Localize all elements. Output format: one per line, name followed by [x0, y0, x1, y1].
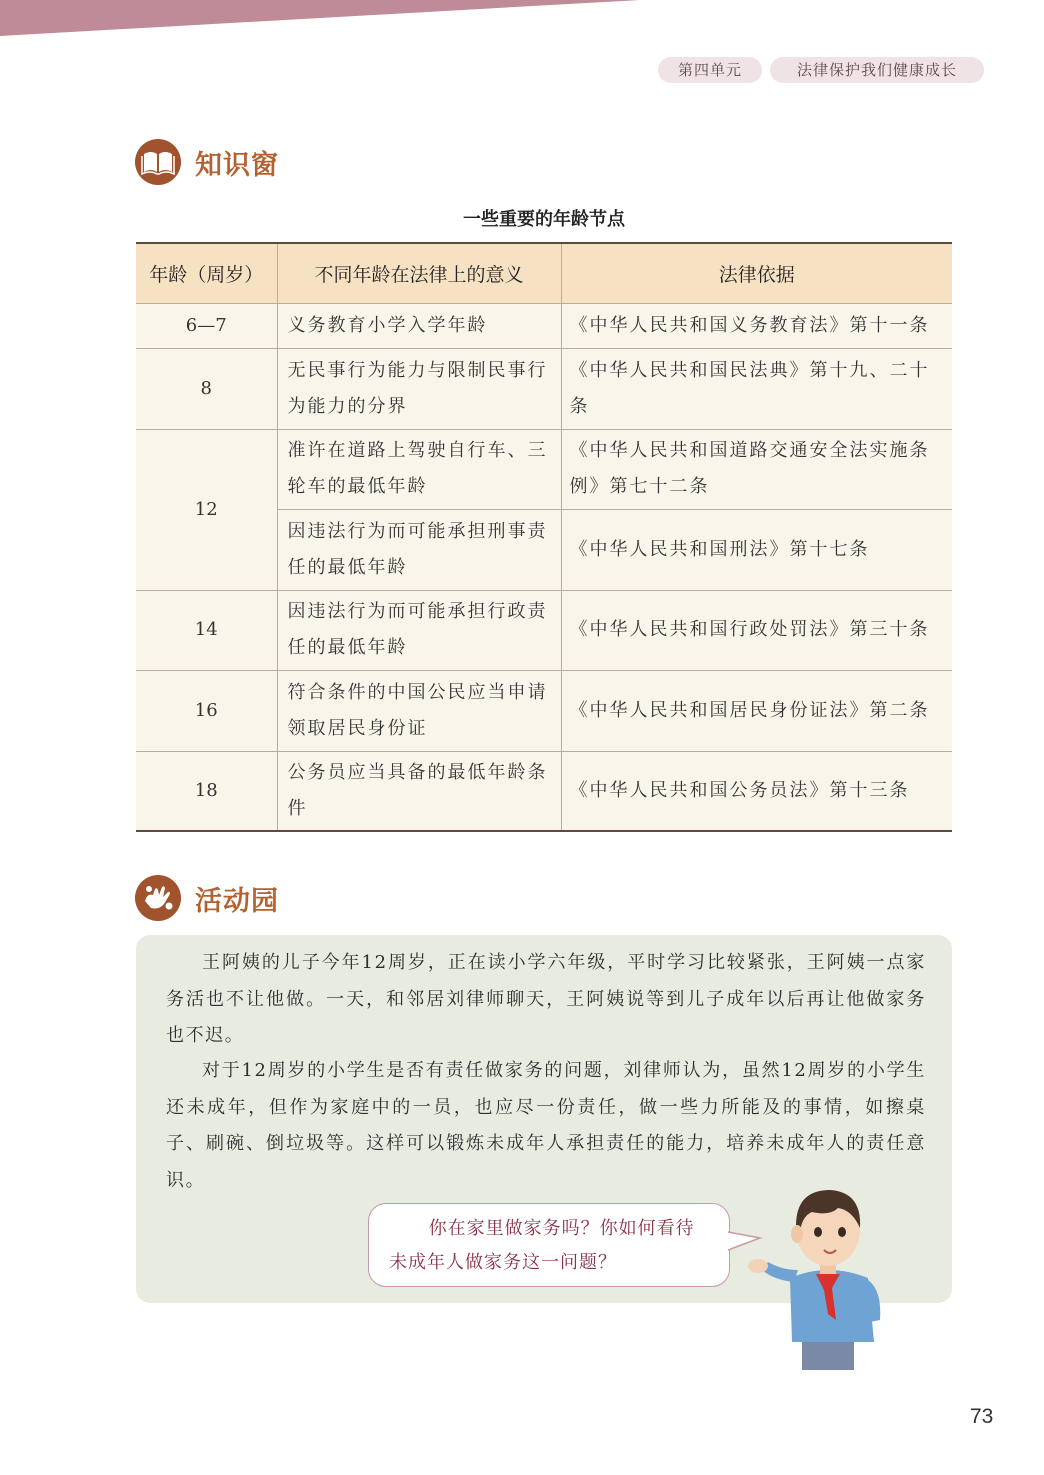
table-row [136, 429, 952, 509]
meaning-cell: 准许在道路上驾驶自行车、三轮车的最低年龄 [277, 429, 561, 509]
book-icon [135, 139, 181, 185]
basis-cell: 《中华人民共和国公务员法》第十三条 [561, 751, 952, 831]
age-cell: 14 [136, 590, 277, 670]
top-decorative-band [0, 0, 1044, 40]
table-row [136, 348, 952, 429]
meaning-cell: 公务员应当具备的最低年龄条件 [277, 751, 561, 831]
column-header-age: 年龄（周岁） [136, 243, 277, 303]
age-cell: 6—7 [136, 303, 277, 348]
activity-section-header [135, 874, 279, 922]
basis-cell: 《中华人民共和国居民身份证法》第二条 [561, 670, 952, 751]
bubble-line-2: 未成年人做家务这一问题？ [389, 1252, 617, 1273]
basis-cell: 《中华人民共和国道路交通安全法实施条例》第七十二条 [561, 429, 952, 509]
age-cell: 8 [136, 348, 277, 429]
age-cell: 12 [136, 429, 277, 590]
basis-cell: 《中华人民共和国民法典》第十九、二十条 [561, 348, 952, 429]
meaning-cell: 因违法行为而可能承担行政责任的最低年龄 [277, 590, 561, 670]
meaning-cell: 符合条件的中国公民应当申请领取居民身份证 [277, 670, 561, 751]
table-row [136, 590, 952, 670]
hands-icon [135, 875, 181, 921]
question-speech-bubble [368, 1203, 730, 1287]
age-cell: 18 [136, 751, 277, 831]
basis-cell: 《中华人民共和国义务教育法》第十一条 [561, 303, 952, 348]
meaning-cell: 因违法行为而可能承担刑事责任的最低年龄 [277, 509, 561, 590]
page-number: 73 [970, 1405, 994, 1428]
basis-cell: 《中华人民共和国刑法》第十七条 [561, 509, 952, 590]
table-row [136, 670, 952, 751]
table-header-row [136, 243, 952, 303]
column-header-meaning: 不同年龄在法律上的意义 [277, 243, 561, 303]
column-header-basis: 法律依据 [561, 243, 952, 303]
table-row [136, 303, 952, 348]
age-cell: 16 [136, 670, 277, 751]
activity-paragraph-2: 对于12周岁的小学生是否有责任做家务的问题，刘律师认为，虽然12周岁的小学生还未成年，但作为家庭中的一员，也应尽一份责任，做一些力所能及的事情，如擦桌子、刷碗、倒垃圾等。这样可以锻炼未成年人承担责任的能力，培养未成年人的责任意识。 [166, 1060, 926, 1191]
bubble-line-1: 你在家里做家务吗？你如何看待 [428, 1218, 695, 1239]
unit-title-pill: 法律保护我们健康成长 [770, 57, 984, 83]
age-milestones-table [136, 242, 952, 832]
knowledge-section-header [135, 138, 279, 186]
knowledge-title: 知识窗 [195, 149, 279, 181]
table-caption: 一些重要的年龄节点 [463, 209, 625, 230]
meaning-cell: 无民事行为能力与限制民事行为能力的分界 [277, 348, 561, 429]
unit-label-pill: 第四单元 [658, 57, 762, 83]
table-row [136, 751, 952, 831]
activity-title: 活动园 [195, 885, 279, 917]
meaning-cell: 义务教育小学入学年龄 [277, 303, 561, 348]
basis-cell: 《中华人民共和国行政处罚法》第三十条 [561, 590, 952, 670]
student-boy-illustration [740, 1170, 890, 1370]
activity-paragraph-1: 王阿姨的儿子今年12周岁，正在读小学六年级，平时学习比较紧张，王阿姨一点家务活也不让他做。一天，和邻居刘律师聊天，王阿姨说等到儿子成年以后再让他做家务也不迟。 [166, 952, 926, 1046]
